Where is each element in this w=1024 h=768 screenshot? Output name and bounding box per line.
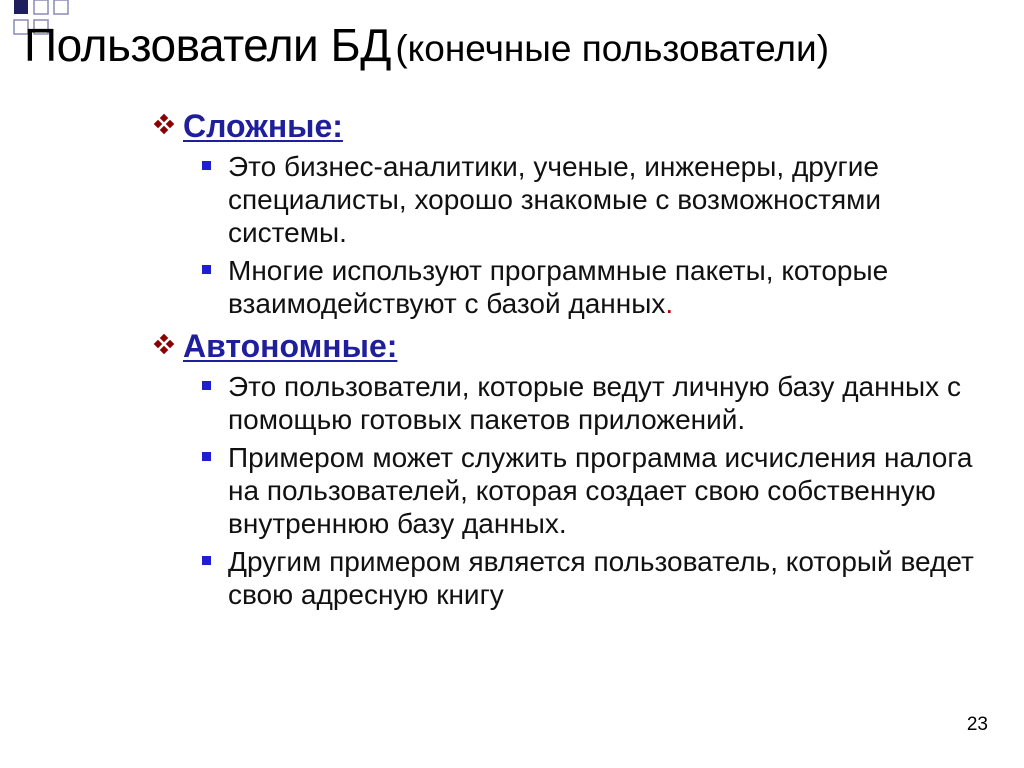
page-title — [24, 19, 830, 71]
section-heading — [150, 326, 990, 366]
list-item — [202, 441, 990, 540]
item-text: Другим примером является пользователь, который ведет свою адресную книгу — [228, 546, 974, 610]
page-number: 23 — [966, 714, 988, 735]
list-item — [202, 150, 990, 249]
item-list — [150, 150, 990, 320]
square-bullet-icon — [202, 381, 211, 390]
section-label: Сложные: — [183, 107, 343, 144]
slide-content — [150, 106, 990, 616]
item-text: Примером может служить программа исчисления налога на пользователей, которая создает свою собственную внутреннюю базу данных. — [228, 442, 973, 539]
diamond-bullet-icon — [150, 111, 180, 141]
square-bullet-icon — [202, 161, 211, 170]
item-text: Это бизнес-аналитики, ученые, инженеры, другие специалисты, хорошо знакомые с возможностями системы. — [228, 151, 882, 248]
list-item — [202, 370, 990, 436]
item-text: Многие используют программные пакеты, которые взаимодействуют с базой данных — [228, 255, 889, 319]
section-heading — [150, 106, 990, 146]
title-main: Пользователи БД — [24, 19, 391, 71]
section-autonomous — [150, 326, 990, 611]
item-text: Это пользователи, которые ведут личную базу данных с помощью готовых пакетов приложений. — [228, 371, 961, 435]
square-bullet-icon — [202, 265, 211, 274]
diamond-bullet-icon — [150, 331, 180, 361]
list-item — [202, 545, 990, 611]
item-tail: . — [665, 288, 674, 319]
title-sub: (конечные пользователи) — [395, 28, 830, 69]
square-bullet-icon — [202, 556, 211, 565]
square-bullet-icon — [202, 452, 211, 461]
section-label: Автономные: — [183, 327, 398, 364]
section-complex — [150, 106, 990, 320]
item-list — [150, 370, 990, 611]
list-item — [202, 254, 990, 320]
